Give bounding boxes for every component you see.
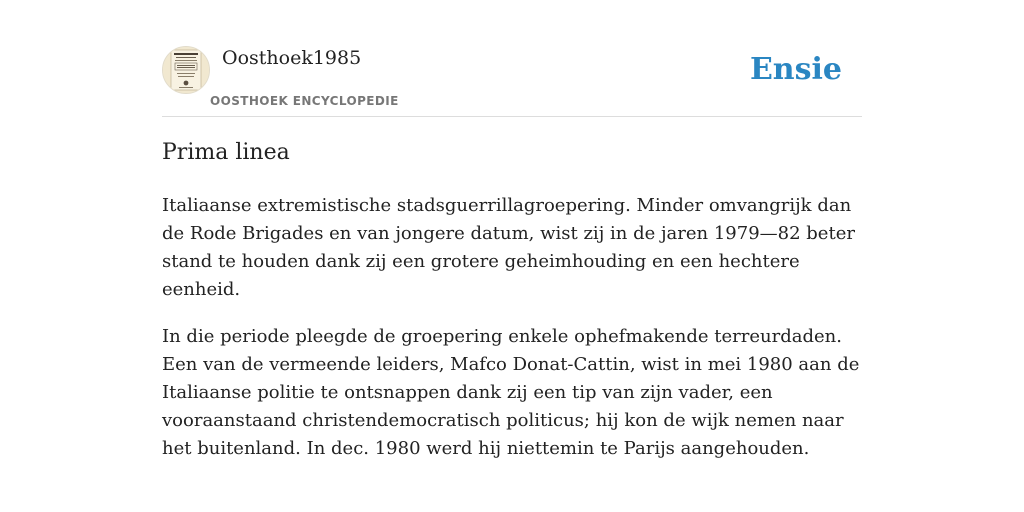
page-container — [162, 0, 862, 512]
user-name[interactable]: Oosthoek1985 — [222, 47, 362, 69]
brand-logo[interactable]: Ensie — [749, 52, 842, 87]
encyclopedia-title-page-icon — [163, 47, 209, 93]
source-subtitle: OOSTHOEK ENCYCLOPEDIE — [210, 94, 399, 108]
page-title: Prima linea — [162, 140, 290, 165]
avatar[interactable] — [162, 46, 210, 94]
header — [162, 40, 862, 117]
article-paragraph: In die periode pleegde de groepering enkele ophefmakende terreurdaden. Een van de vermeende leiders, Mafco Donat-Cattin, wist in mei 1980 aan de Italiaanse politie te ontsnappen dank zij een tip van zijn vader, een vooraanstaand christendemocratisch politicus; hij kon de wijk nemen naar het buitenland. In dec. 1980 werd hij niettemin te Parijs aangehouden. — [162, 326, 860, 459]
article-paragraph: Italiaanse extremistische stadsguerrillagroepering. Minder omvangrijk dan de Rode Brigades en van jongere datum, wist zij in de jaren 1979—82 beter stand te houden dank zij een grotere geheimhouding en een hechtere eenheid. — [162, 195, 855, 300]
article-body — [162, 192, 862, 482]
